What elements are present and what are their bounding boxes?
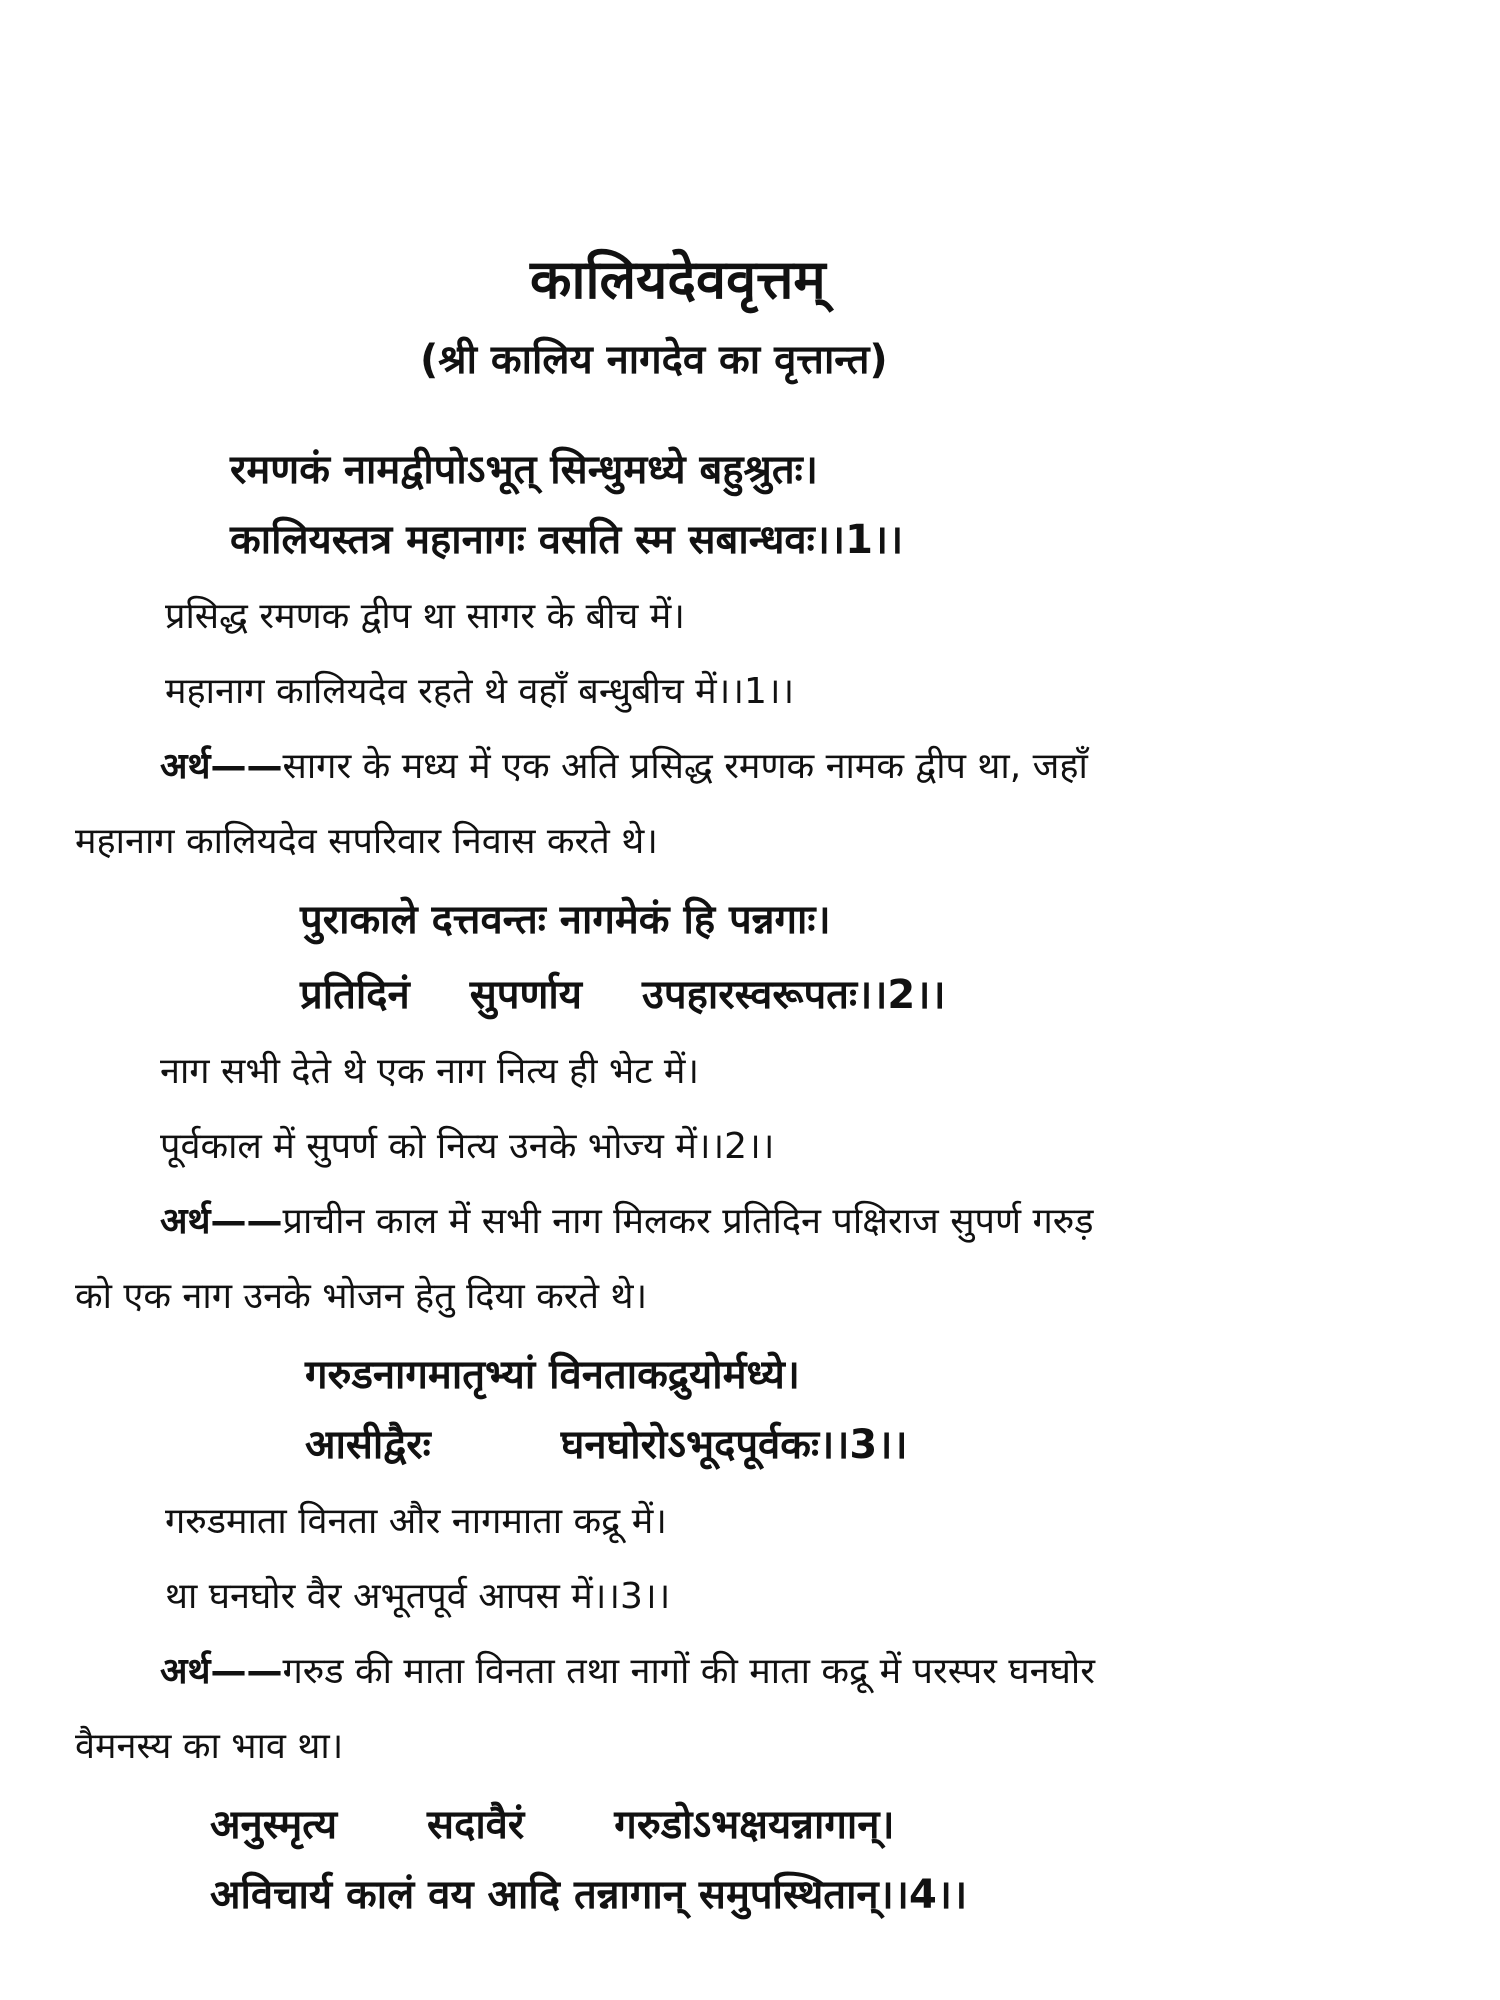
page-title: कालियदेववृत्तम् bbox=[530, 248, 826, 311]
sanskrit-verse-4-word-3: गरुडोऽभक्षयन्नागान्। bbox=[614, 1802, 895, 1848]
hindi-verse-3-line-2: था घनघोर वैर अभूतपूर्व आपस में।।3।। bbox=[165, 1576, 671, 1617]
meaning-text: प्राचीन काल में सभी नाग मिलकर प्रतिदिन पक्षिराज सुपर्ण गरुड़ bbox=[282, 1201, 1094, 1242]
sanskrit-verse-3-line-2 bbox=[305, 1415, 908, 1470]
sanskrit-verse-3-line-1: गरुडनागमातृभ्यां विनताकद्रुयोर्मध्ये। bbox=[305, 1352, 800, 1398]
meaning-3-line-2: वैमनस्य का भाव था। bbox=[75, 1726, 344, 1767]
sanskrit-verse-1-line-1: रमणकं नामद्वीपोऽभूत् सिन्धुमध्ये बहुश्रुतः। bbox=[230, 447, 818, 493]
sanskrit-verse-4-line-2: अविचार्य कालं वय आदि तन्नागान् समुपस्थितान्।।4।। bbox=[210, 1872, 968, 1918]
meaning-dash: —— bbox=[210, 746, 283, 787]
meaning-label: अर्थ bbox=[160, 1201, 211, 1242]
hindi-verse-1-line-1: प्रसिद्ध रमणक द्वीप था सागर के बीच में। bbox=[165, 596, 685, 637]
meaning-label: अर्थ bbox=[160, 1651, 211, 1692]
meaning-2-line-1 bbox=[160, 1195, 1094, 1244]
sanskrit-verse-4-word-2: सदावैरं bbox=[427, 1802, 525, 1848]
meaning-2-line-2: को एक नाग उनके भोजन हेतु दिया करते थे। bbox=[75, 1276, 648, 1317]
page-subtitle: (श्री कालिय नागदेव का वृत्तान्त) bbox=[420, 337, 888, 383]
hindi-verse-3-line-1: गरुडमाता विनता और नागमाता कद्रू में। bbox=[165, 1501, 667, 1542]
sanskrit-verse-2-word-2: सुपर्णाय bbox=[469, 972, 582, 1018]
hindi-verse-2-line-1: नाग सभी देते थे एक नाग नित्य ही भेट में। bbox=[160, 1051, 699, 1092]
meaning-text: गरुड की माता विनता तथा नागों की माता कद्रू में परस्पर घनघोर bbox=[282, 1651, 1095, 1692]
meaning-dash: —— bbox=[210, 1201, 283, 1242]
sanskrit-verse-2-line-1: पुराकाले दत्तवन्तः नागमेकं हि पन्नगाः। bbox=[300, 897, 831, 943]
meaning-text: सागर के मध्य में एक अति प्रसिद्ध रमणक नामक द्वीप था, जहाँ bbox=[282, 746, 1088, 787]
meaning-1-line-2: महानाग कालियदेव सपरिवार निवास करते थे। bbox=[75, 821, 658, 862]
meaning-label: अर्थ bbox=[160, 746, 211, 787]
hindi-verse-1-line-2: महानाग कालियदेव रहते थे वहाँ बन्धुबीच में।।1।। bbox=[165, 671, 795, 712]
sanskrit-verse-2-word-3: उपहारस्वरूपतः।।2।। bbox=[641, 972, 946, 1018]
sanskrit-verse-1-line-2: कालियस्तत्र महानागः वसति स्म सबान्धवः।।1।। bbox=[230, 517, 904, 563]
meaning-1-line-1 bbox=[160, 740, 1088, 789]
sanskrit-verse-4-word-1: अनुस्मृत्य bbox=[210, 1802, 338, 1848]
meaning-dash: —— bbox=[210, 1651, 283, 1692]
sanskrit-verse-3-word-2: घनघोरोऽभूदपूर्वकः।।3।। bbox=[560, 1422, 908, 1468]
hindi-verse-2-line-2: पूर्वकाल में सुपर्ण को नित्य उनके भोज्य में।।2।। bbox=[160, 1126, 775, 1167]
sanskrit-verse-2-line-2 bbox=[300, 965, 946, 1020]
sanskrit-verse-2-word-1: प्रतिदिनं bbox=[300, 972, 410, 1018]
sanskrit-verse-4-line-1 bbox=[210, 1795, 895, 1850]
meaning-3-line-1 bbox=[160, 1645, 1095, 1694]
sanskrit-verse-3-word-1: आसीद्वैरः bbox=[305, 1422, 431, 1468]
